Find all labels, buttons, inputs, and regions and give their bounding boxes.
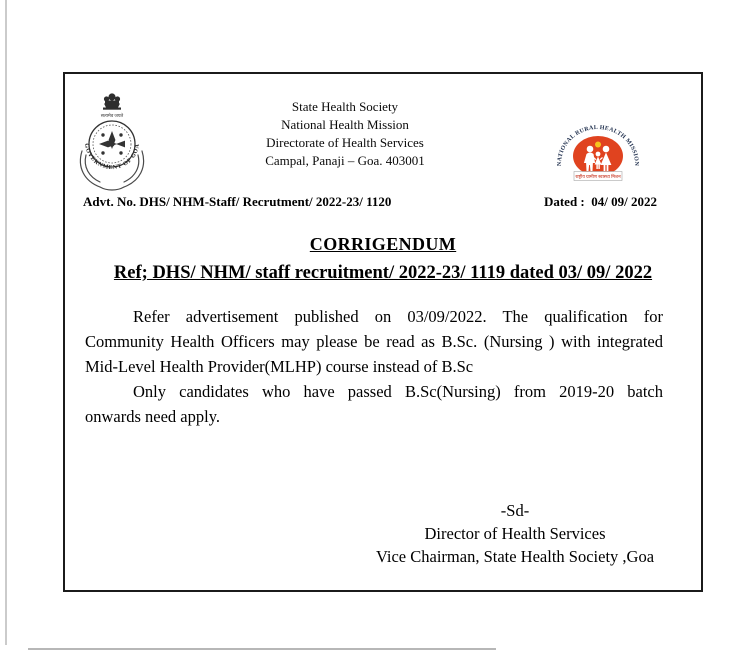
body-line: onwards need apply.	[85, 407, 221, 426]
advt-number: Advt. No. DHS/ NHM-Staff/ Recrutment/ 2022-23/ 1120	[83, 194, 392, 209]
nrhm-sun	[595, 142, 601, 148]
reference-row	[65, 194, 701, 210]
body-text	[85, 304, 663, 429]
letterhead-text	[65, 98, 625, 170]
org-line-mission: National Health Mission	[281, 117, 409, 132]
letterhead	[65, 74, 701, 192]
goa-motto-text: सत्यमेव जयते	[100, 113, 124, 118]
goa-ring-text: GOVERNMENT OF GOA	[82, 142, 142, 172]
signatory-organisation: Vice Chairman, State Health Society ,Goa	[375, 547, 655, 566]
signed-sd: -Sd-	[500, 501, 530, 520]
body-line: Refer advertisement published on 03/09/2022. The qualification for	[133, 307, 663, 326]
page-edge-line-bottom	[28, 648, 496, 650]
nrhm-banner-text: राष्ट्रीय ग्रामीण स्वास्थ्य मिशन	[575, 174, 621, 179]
reference-line: Ref; DHS/ NHM/ staff recruitment/ 2022-23/ 1119 dated 03/ 09/ 2022	[113, 263, 653, 283]
document-border-box	[63, 72, 703, 592]
org-line-directorate: Directorate of Health Services	[266, 135, 424, 150]
org-line-society: State Health Society	[291, 99, 399, 114]
page-edge-line-left	[5, 0, 7, 645]
body-line: Community Health Officers may please be read as B.Sc. (Nursing ) with integrated	[85, 332, 663, 351]
body-line: Only candidates who have passed B.Sc(Nursing) from 2019-20 batch	[133, 382, 663, 401]
dated-label: Dated : 04/ 09/ 2022	[543, 194, 657, 209]
body-line: Mid-Level Health Provider(MLHP) course instead of B.Sc	[85, 357, 474, 376]
org-line-address: Campal, Panaji – Goa. 403001	[265, 153, 425, 168]
nrhm-arc-text: NATIONAL RURAL HEALTH MISSION	[556, 124, 640, 167]
title-block	[65, 232, 701, 286]
signatory-designation: Director of Health Services	[424, 524, 606, 543]
corrigendum-heading: CORRIGENDUM	[309, 234, 457, 254]
nrhm-logo-icon	[553, 116, 643, 188]
signature-block	[365, 499, 665, 568]
